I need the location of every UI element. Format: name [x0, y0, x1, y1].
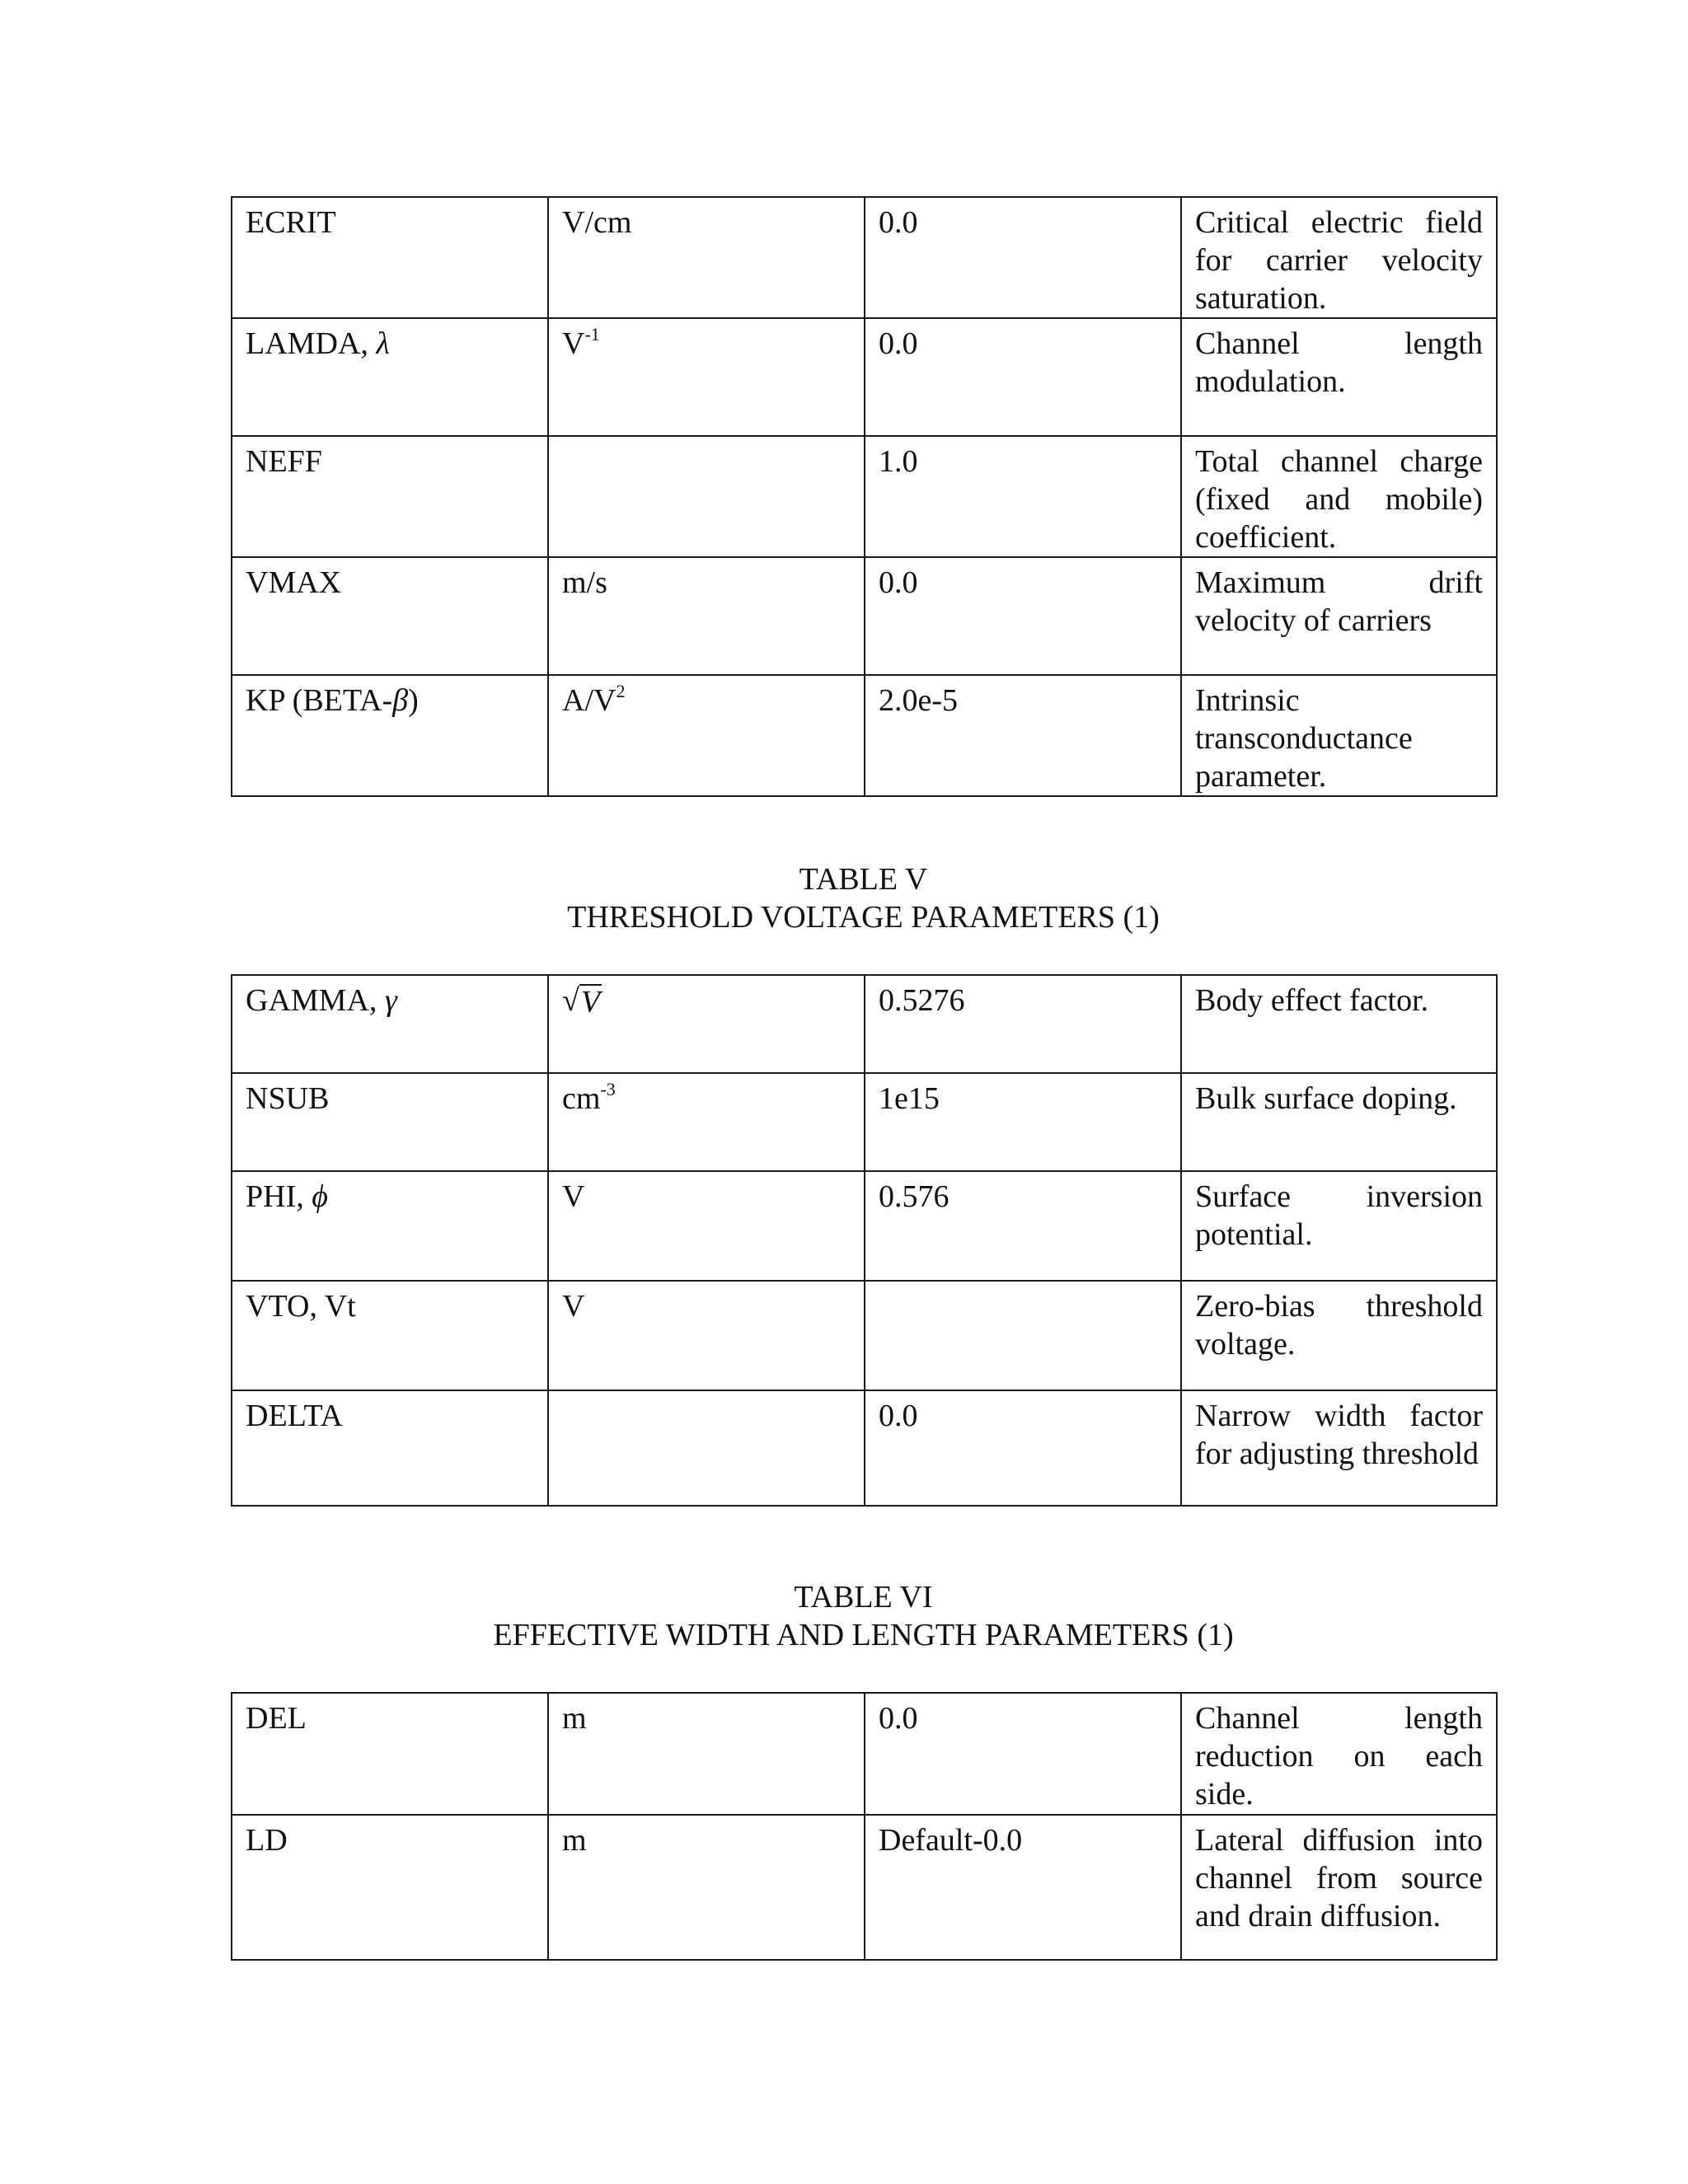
param-name: ECRIT — [232, 197, 548, 318]
unit-base: A/V — [562, 683, 617, 718]
radicand: V — [580, 985, 601, 1019]
threshold-voltage-table — [231, 974, 1498, 1507]
table-v-caption — [231, 860, 1496, 936]
param-name — [232, 975, 548, 1073]
param-name: NSUB — [232, 1073, 548, 1171]
table-vi-number: TABLE VI — [794, 1580, 933, 1615]
param-name-tail: ) — [408, 683, 419, 718]
param-default: 0.0 — [865, 318, 1181, 436]
unit-exponent: -1 — [584, 324, 600, 344]
table-row — [232, 1815, 1497, 1960]
param-description: Critical electric field for carrier velocity saturation. — [1181, 197, 1497, 318]
param-unit: V — [548, 1281, 865, 1390]
sqrt-v-unit — [562, 982, 602, 1019]
table-row — [232, 1073, 1497, 1171]
param-default: 1e15 — [865, 1073, 1181, 1171]
beta-symbol: β — [392, 683, 409, 718]
param-description: Bulk surface doping. — [1181, 1073, 1497, 1171]
param-description: Maximum drift velocity of carriers — [1181, 557, 1497, 675]
gamma-symbol: γ — [384, 983, 397, 1018]
param-unit: V/cm — [548, 197, 865, 318]
table-vi-title: EFFECTIVE WIDTH AND LENGTH PARAMETERS (1) — [493, 1618, 1234, 1652]
param-unit — [548, 1390, 865, 1506]
param-name: VTO, Vt — [232, 1281, 548, 1390]
param-unit: V — [548, 1171, 865, 1281]
param-default: 0.0 — [865, 1693, 1181, 1815]
param-unit — [548, 1073, 865, 1171]
table-row — [232, 436, 1497, 557]
param-description: Channel length reduction on each side. — [1181, 1693, 1497, 1815]
param-default: 0.0 — [865, 1390, 1181, 1506]
param-default: 0.0 — [865, 197, 1181, 318]
param-name: DELTA — [232, 1390, 548, 1506]
table-row — [232, 197, 1497, 318]
unit-exponent: 2 — [616, 681, 626, 701]
table-vi-caption — [231, 1578, 1496, 1654]
table-row — [232, 675, 1497, 796]
table-row — [232, 1390, 1497, 1506]
param-name-text: GAMMA, — [246, 983, 385, 1018]
phi-symbol: ϕ — [312, 1179, 328, 1214]
table-row — [232, 1693, 1497, 1815]
param-unit: m — [548, 1693, 865, 1815]
param-default: 1.0 — [865, 436, 1181, 557]
param-default — [865, 1281, 1181, 1390]
param-name: VMAX — [232, 557, 548, 675]
param-name: DEL — [232, 1693, 548, 1815]
table-v-title: THRESHOLD VOLTAGE PARAMETERS (1) — [567, 900, 1160, 935]
param-description: Channel length modulation. — [1181, 318, 1497, 436]
param-default: Default-0.0 — [865, 1815, 1181, 1960]
param-description: Surface inversion potential. — [1181, 1171, 1497, 1281]
param-name — [232, 318, 548, 436]
param-name — [232, 675, 548, 796]
param-description: Zero-bias threshold voltage. — [1181, 1281, 1497, 1390]
param-name: NEFF — [232, 436, 548, 557]
param-name: LD — [232, 1815, 548, 1960]
param-unit — [548, 975, 865, 1073]
param-default: 0.576 — [865, 1171, 1181, 1281]
param-description: Body effect factor. — [1181, 975, 1497, 1073]
param-default: 0.0 — [865, 557, 1181, 675]
radical-sign: √ — [562, 983, 579, 1018]
param-name-text: PHI, — [246, 1179, 312, 1214]
param-unit — [548, 318, 865, 436]
param-description: Total channel charge (fixed and mobile) coefficient. — [1181, 436, 1497, 557]
table-v-number: TABLE V — [799, 862, 928, 897]
param-description: Narrow width factor for adjusting threshold — [1181, 1390, 1497, 1506]
param-description: Lateral diffusion into channel from source and drain diffusion. — [1181, 1815, 1497, 1960]
lambda-symbol: λ — [376, 326, 390, 361]
table-row — [232, 1281, 1497, 1390]
table-row — [232, 318, 1497, 436]
param-name-text: KP (BETA- — [246, 683, 393, 718]
param-unit — [548, 675, 865, 796]
param-default: 0.5276 — [865, 975, 1181, 1073]
param-unit: m — [548, 1815, 865, 1960]
unit-base: V — [562, 326, 585, 361]
table-row — [232, 1171, 1497, 1281]
effective-width-length-table — [231, 1692, 1498, 1961]
table-row — [232, 557, 1497, 675]
param-description: Intrinsic transconductance parameter. — [1181, 675, 1497, 796]
param-unit: m/s — [548, 557, 865, 675]
param-name-text: LAMDA, — [246, 326, 377, 361]
unit-exponent: -3 — [600, 1079, 616, 1099]
param-name — [232, 1171, 548, 1281]
unit-base: cm — [562, 1081, 601, 1116]
param-default: 2.0e-5 — [865, 675, 1181, 796]
parameter-table-continued — [231, 196, 1498, 797]
table-row — [232, 975, 1497, 1073]
param-unit — [548, 436, 865, 557]
